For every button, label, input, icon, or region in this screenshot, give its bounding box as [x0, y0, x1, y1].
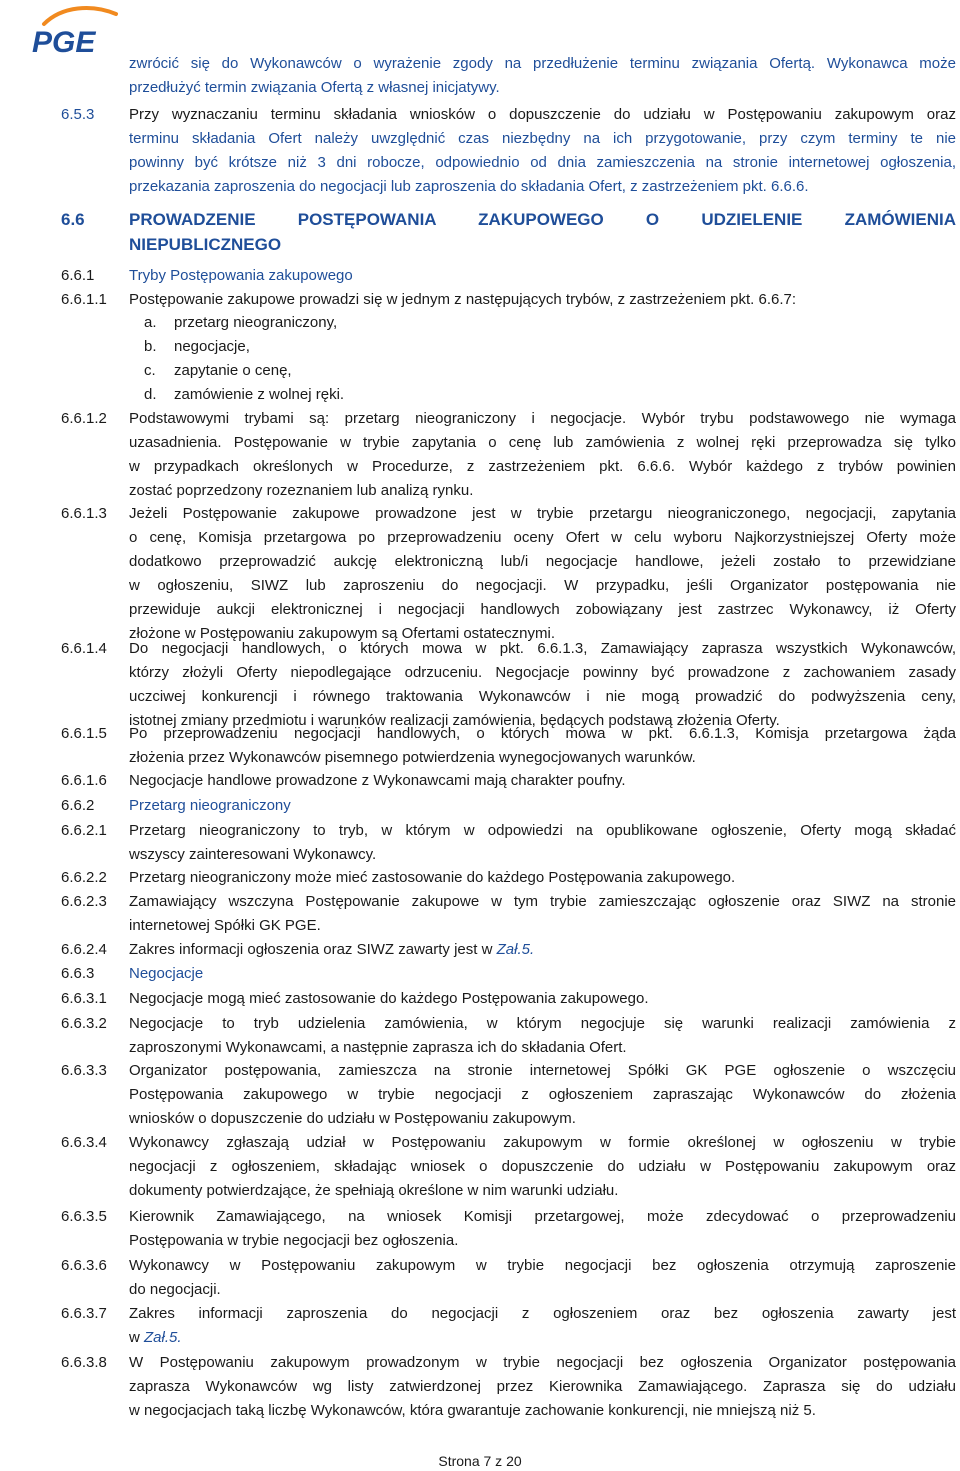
page-number: Strona 7 z 20 [438, 1453, 522, 1469]
svg-text:PGE: PGE [32, 26, 96, 58]
pge-logo [30, 4, 130, 58]
attachment-reference: Zał.5. [496, 941, 535, 958]
attachment-reference: Zał.5. [144, 1329, 182, 1346]
